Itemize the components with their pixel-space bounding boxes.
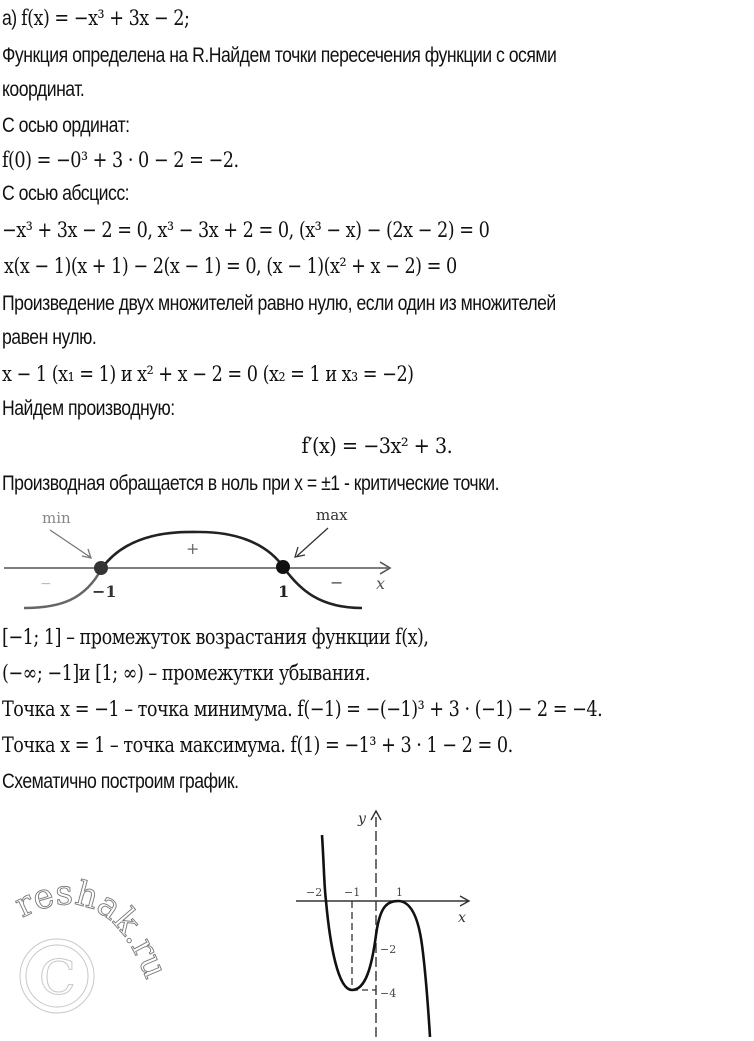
function-definition: f(x) = −x³ + 3x − 2;: [21, 6, 190, 30]
x-tick-1: 1: [396, 886, 403, 899]
y-tick-minus4: −4: [380, 987, 397, 1000]
copyright-ring: [26, 945, 88, 1007]
arrow-max-icon: [297, 528, 328, 556]
problem-label: а): [2, 7, 17, 30]
x-tick-minus2: −2: [306, 886, 323, 899]
text-line: равен нулю.: [2, 326, 97, 349]
math-line: x − 1 (x₁ = 1) и x² + x − 2 = 0 (x₂ = 1 и x₃ = −2): [2, 362, 414, 386]
max-label: max: [316, 506, 348, 524]
sign-plus: +: [186, 539, 200, 558]
arrow-max-head: [295, 547, 305, 557]
problem-statement: [2, 6, 189, 31]
derivative-formula: [0, 434, 754, 458]
arrow-min-icon: [50, 530, 90, 557]
text-line: Произведение двух множителей равно нулю, если один из множителей: [2, 292, 556, 315]
copyright-icon: [20, 939, 94, 1013]
derivative-curve-left: [24, 568, 102, 608]
text-line: Функция определена на R.Найдем точки пересечения функции с осями: [2, 44, 557, 67]
math-line: −x³ + 3x − 2 = 0, x³ − 3x + 2 = 0, (x³ − x) − (2x − 2) = 0: [2, 218, 490, 242]
math-line: (−∞; −1]и [1; ∞) – промежутки убывания.: [2, 661, 371, 685]
critical-point-max: [276, 560, 290, 574]
x-tick-minus1: −1: [344, 886, 361, 899]
math-line: x(x − 1)(x + 1) − 2(x − 1) = 0, (x − 1)(x² + x − 2) = 0: [4, 254, 457, 278]
text-line: С осью ординат:: [2, 114, 130, 137]
copyright-letter: C: [39, 950, 76, 1006]
text-line: Производная обращается в ноль при x = ±1 - критические точки.: [2, 472, 500, 495]
text-line: Схематично построим график.: [2, 770, 239, 793]
sign-minus-left: −: [40, 576, 52, 592]
point-label-right: 1: [278, 582, 290, 601]
watermark: [0, 800, 280, 1041]
text-line: координат.: [2, 78, 85, 101]
function-graph: [280, 805, 480, 1041]
critical-point-min: [94, 561, 108, 575]
axis-label-x: x: [376, 574, 386, 593]
math-line: [−1; 1] – промежуток возрастания функции f(x),: [2, 625, 429, 649]
sign-minus-right: −: [330, 573, 344, 592]
derivative-curve-right: [284, 568, 362, 608]
text-line: С осью абсцисс:: [2, 182, 130, 205]
derivative-text: f′(x) = −3x² + 3.: [301, 434, 453, 458]
math-line: f(0) = −0³ + 3 · 0 − 2 = −2.: [2, 148, 239, 172]
math-line: Точка x = −1 – точка минимума. f(−1) = −(−1)³ + 3 · (−1) − 2 = −4.: [2, 697, 603, 721]
text-line: Найдем производную:: [2, 397, 175, 420]
watermark-text: reshak.ru: [8, 872, 176, 984]
point-label-left: −1: [92, 582, 117, 601]
graph-axis-label-x: x: [458, 910, 466, 926]
graph-axis-label-y: y: [358, 811, 366, 827]
y-tick-minus2: −2: [380, 943, 397, 956]
sign-diagram: [0, 500, 420, 620]
math-line: Точка x = 1 – точка максимума. f(1) = −1³ + 3 · 1 − 2 = 0.: [2, 733, 513, 757]
min-label: min: [42, 509, 71, 527]
